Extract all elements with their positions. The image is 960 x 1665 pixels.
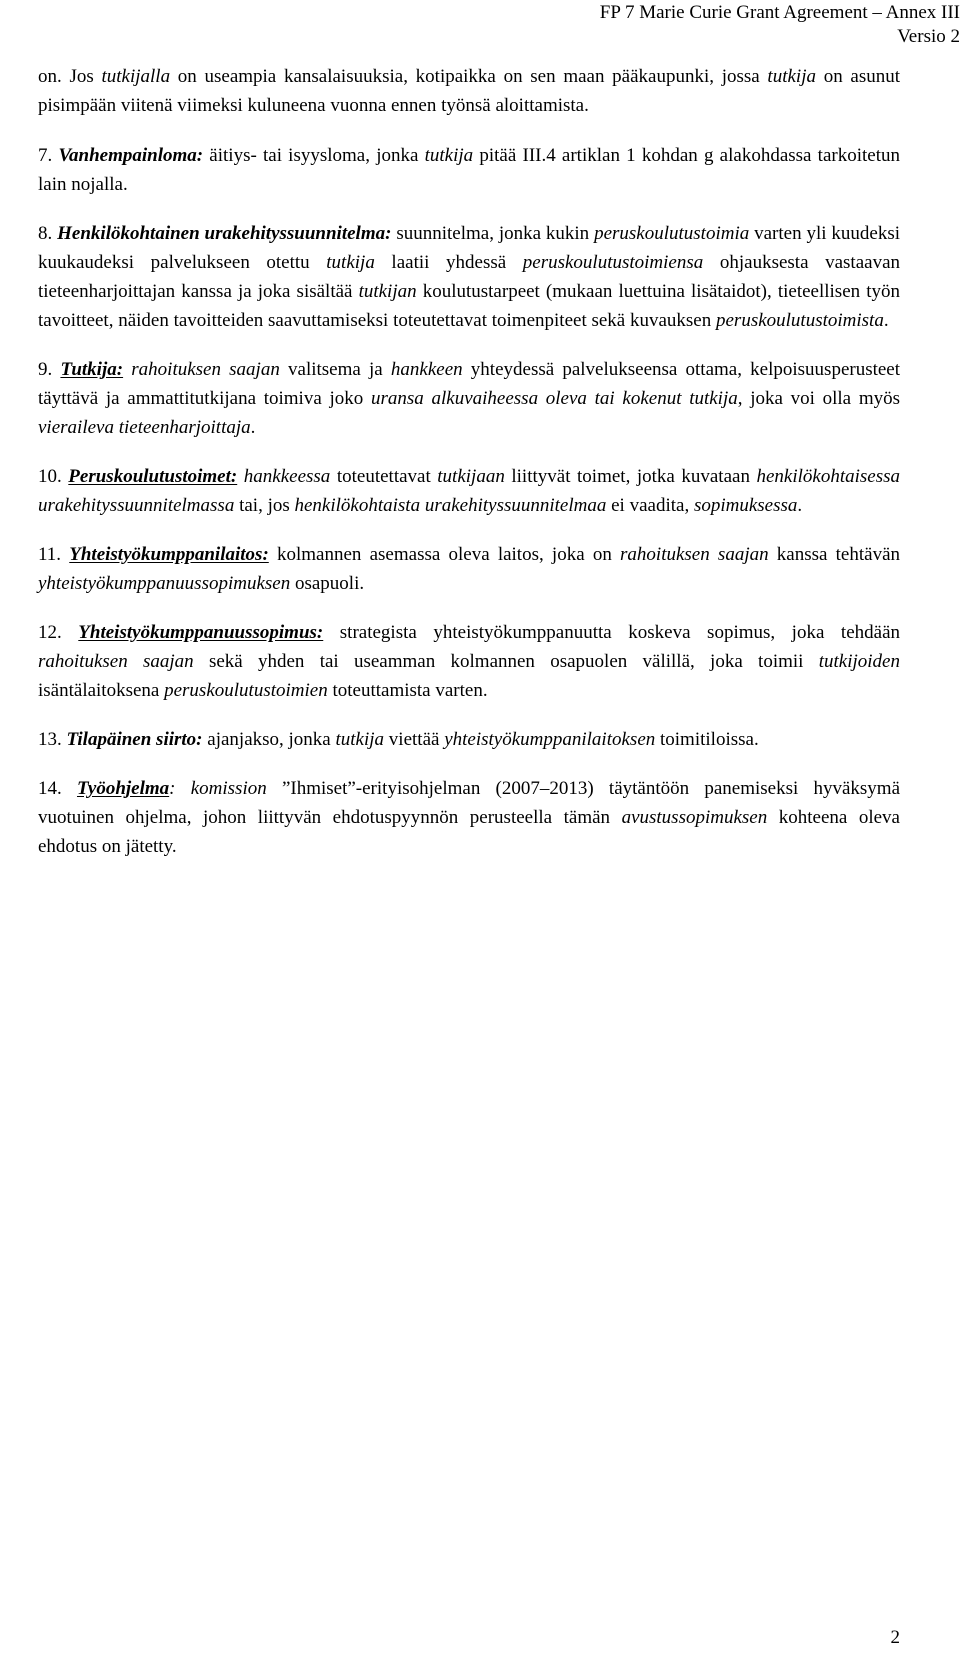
text: ajanjakso, jonka [202, 729, 336, 750]
definition-10 [38, 462, 900, 520]
item-number: 9. [38, 359, 61, 380]
item-number: 8. [38, 223, 58, 244]
text: ohjauksesta vastaavan tieteenharjoittajan kanssa ja joka sisältää [38, 252, 900, 302]
term-ref: peruskoulutustoimiensa [522, 252, 704, 273]
header-version: Versio 2 [897, 26, 960, 47]
text: laatii yhdessä [374, 252, 523, 273]
term-ref: henkilökohtaista urakehityssuunnitelmaa [294, 495, 607, 516]
defined-term: Yhteistyökumppanuussopimus: [78, 622, 324, 643]
text: tai, jos [234, 495, 295, 516]
text: pitää III.4 artiklan 1 kohdan g alakohdassa tarkoitetun lain nojalla. [38, 145, 900, 195]
text: . [250, 417, 256, 438]
defined-term: Työohjelma [76, 778, 170, 799]
term-ref: tutkijalla [101, 66, 171, 87]
definition-8 [38, 219, 900, 335]
term-ref: hankkeen [390, 359, 463, 380]
term-ref: tutkija [326, 252, 375, 273]
text: on useampia kansalaisuuksia, kotipaikka on sen maan pääkaupunki, jossa [170, 66, 768, 87]
text: ei vaadita, [606, 495, 694, 516]
text: strategista yhteistyökumppanuutta koskeva sopimus, joka tehdään [323, 622, 901, 643]
defined-term: Vanhempainloma: [58, 145, 204, 166]
term-ref: sopimuksessa [693, 495, 798, 516]
text: : [169, 778, 176, 799]
term-ref: avustussopimuksen [621, 807, 768, 828]
text: liittyvät toimet, jotka kuvataan [504, 466, 757, 487]
text: toteuttamista varten. [327, 680, 488, 701]
text: viettää [384, 729, 445, 750]
item-number: 14. [38, 778, 77, 799]
header-title: FP 7 Marie Curie Grant Agreement – Annex III [599, 2, 960, 23]
definition-7 [38, 141, 900, 199]
definition-12 [38, 618, 900, 705]
item-number: 13. [38, 729, 67, 750]
text: , joka voi olla myös [737, 388, 901, 409]
term-ref: yhteistyökumppanuussopimuksen [38, 573, 291, 594]
term-ref: tutkijoiden [818, 651, 900, 672]
term-ref: tutkijaan [437, 466, 505, 487]
document-body [38, 62, 900, 881]
text: on. Jos [38, 66, 102, 87]
definition-13 [38, 725, 900, 754]
term-ref: yhteistyökumppanilaitoksen [444, 729, 656, 750]
term-ref: rahoituksen saajan [38, 651, 194, 672]
text: osapuoli. [290, 573, 365, 594]
text: suunnitelma, jonka kukin [391, 223, 595, 244]
text: koulutustarpeet (mukaan luettuina lisätaidot), tieteellisen työn tavoitteet, näiden tavoitteiden saavuttamiseksi toteutettavat toimenpiteet sekä kuvauksen [38, 281, 900, 331]
term-ref: hankkeessa [243, 466, 331, 487]
term-ref: tutkija [335, 729, 385, 750]
text: . [883, 310, 889, 331]
text: . [797, 495, 803, 516]
definition-11 [38, 540, 900, 598]
text: toimitiloissa. [655, 729, 759, 750]
text: kolmannen asemassa oleva laitos, joka on [268, 544, 621, 565]
term-ref: vieraileva tieteenharjoittaja [38, 417, 251, 438]
defined-term: Peruskoulutustoimet: [68, 466, 238, 487]
term-ref: tutkijan [358, 281, 417, 302]
term-ref: komission [190, 778, 267, 799]
item-number: 11. [38, 544, 70, 565]
definition-6-continuation [38, 62, 900, 120]
item-number: 12. [38, 622, 79, 643]
text: ”Ihmiset”-erityisohjelman (2007–2013) täytäntöön panemiseksi hyväksymä vuotuinen ohjelma, johon liittyvän ehdotuspyynnön perusteella tämän [38, 778, 901, 828]
definition-14 [38, 774, 900, 861]
text: kohteena oleva ehdotus on jätetty. [38, 807, 900, 857]
defined-term: Henkilökohtainen urakehityssuunnitelma: [57, 223, 392, 244]
term-ref: uransa alkuvaiheessa oleva tai kokenut tutkija [370, 388, 738, 409]
term-ref: tutkija [424, 145, 474, 166]
defined-term: Yhteistyökumppanilaitos: [69, 544, 269, 565]
term-ref: rahoituksen saajan [131, 359, 280, 380]
text: varten yli kuudeksi kuukaudeksi palvelukseen otettu [38, 223, 901, 273]
defined-term: Tutkija: [60, 359, 124, 380]
term-ref: rahoituksen saajan [620, 544, 769, 565]
page-number: 2 [890, 1627, 900, 1648]
text [175, 778, 190, 799]
text: kanssa tehtävän [768, 544, 901, 565]
text: äitiys- tai isyysloma, jonka [203, 145, 425, 166]
definition-9 [38, 355, 900, 442]
text: on asunut pisimpään viitenä viimeksi kuluneena vuonna ennen työnsä aloittamista. [38, 66, 901, 116]
text: sekä yhden tai useamman kolmannen osapuolen välillä, joka toimii [193, 651, 819, 672]
text: toteutettavat [330, 466, 438, 487]
term-ref: peruskoulutustoimia [594, 223, 750, 244]
item-number: 7. [38, 145, 59, 166]
term-ref: henkilökohtaisessa urakehityssuunnitelmassa [38, 466, 901, 516]
text: isäntälaitoksena [38, 680, 165, 701]
term-ref: peruskoulutustoimista [716, 310, 884, 331]
defined-term: Tilapäinen siirto: [66, 729, 203, 750]
term-ref: tutkija [767, 66, 816, 87]
term-ref: peruskoulutustoimien [164, 680, 328, 701]
text: valitsema ja [279, 359, 391, 380]
text: yhteydessä palvelukseensa ottama, kelpoisuusperusteet täyttävä ja ammattitutkijana toimiva joko [38, 359, 901, 409]
item-number: 10. [38, 466, 69, 487]
